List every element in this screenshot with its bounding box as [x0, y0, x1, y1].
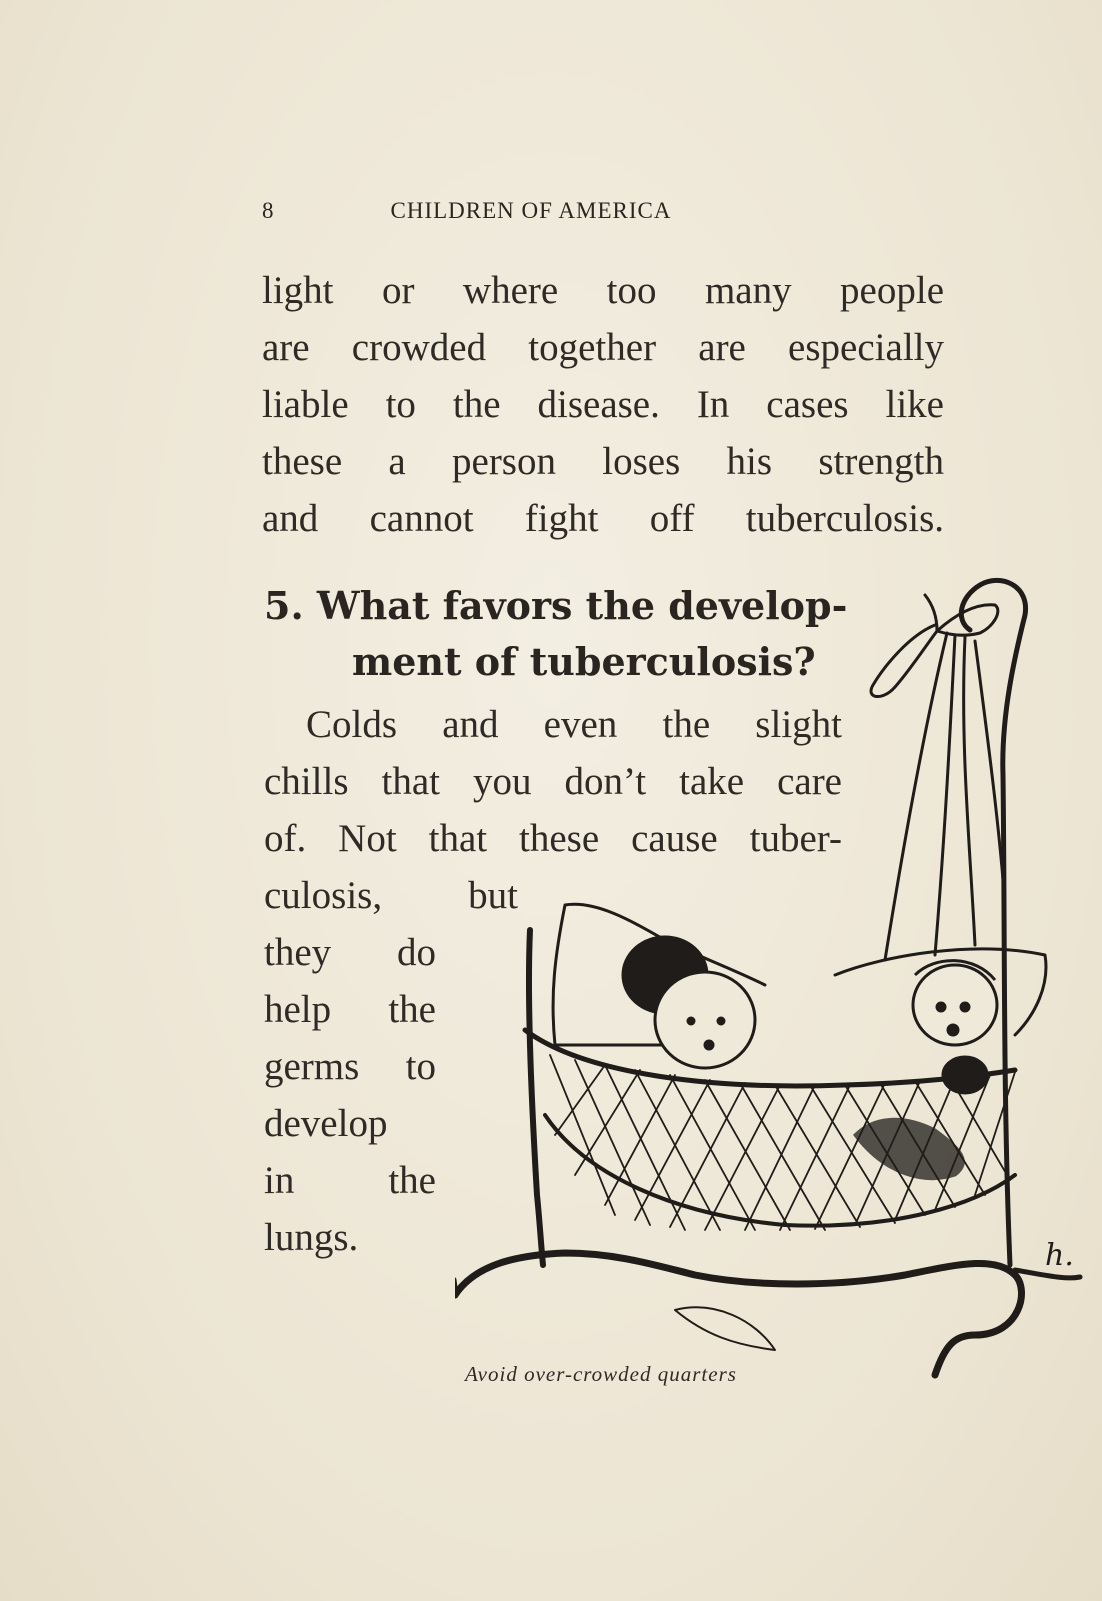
text-line: light or where too many people: [262, 269, 944, 312]
paragraph-1: [262, 262, 944, 547]
section-heading-line: 5. What favors the develop-: [264, 583, 848, 628]
cradle-post: [529, 930, 543, 1265]
running-title: CHILDREN OF AMERICA: [390, 198, 672, 223]
text-line: liable to the disease. In cases like: [262, 383, 944, 426]
illustration-caption: Avoid over-crowded quarters: [465, 1362, 737, 1386]
text-line: chills that you don’t take care: [264, 760, 842, 803]
section-heading-line: ment of tuberculosis?: [352, 639, 816, 684]
text-line: and cannot fight off tuberculosis.: [262, 497, 944, 540]
text-line: develop: [264, 1102, 388, 1145]
text-line: lungs.: [264, 1216, 359, 1259]
artist-signature: h.: [1045, 1238, 1074, 1273]
text-line: in the: [264, 1159, 436, 1202]
page-number: 8: [262, 198, 275, 223]
text-line: germs to: [264, 1045, 436, 1088]
drapery: [885, 633, 1005, 960]
text-line: these a person loses his strength: [262, 440, 944, 483]
text-line: help the: [264, 988, 436, 1031]
running-head: [262, 198, 770, 232]
cradle-rocker: [455, 1253, 1022, 1375]
text-line: culosis, but: [264, 874, 518, 917]
canopy-pole: [961, 580, 1025, 1265]
text-line: of. Not that these cause tuber-: [264, 817, 842, 860]
cradle-illustration: [455, 575, 1102, 1420]
text-line: are crowded together are especially: [262, 326, 944, 369]
text-line: Colds and even the slight: [306, 703, 842, 746]
text-line: they do: [264, 931, 436, 974]
